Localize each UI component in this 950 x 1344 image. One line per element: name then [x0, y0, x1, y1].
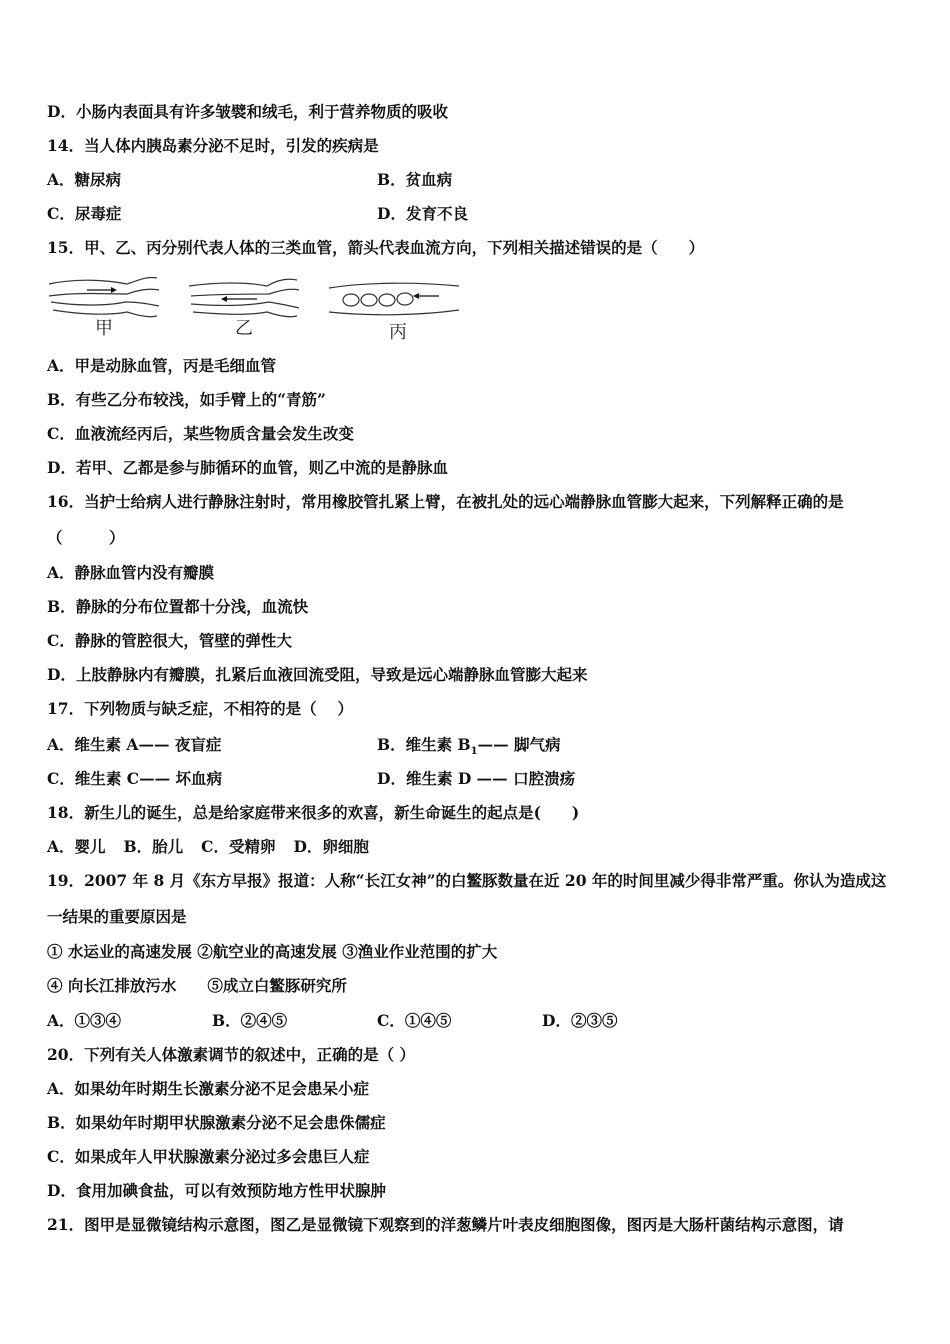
- q18-stem: 18．新生儿的诞生，总是给家庭带来很多的欢喜，新生命诞生的起点是( ): [47, 803, 580, 822]
- vessel-jia: [49, 277, 159, 316]
- q16-stem: 16．当护士给病人进行静脉注射时，常用橡胶管扎紧上臂，在被扎处的远心端静脉血管膨大起来，下列解释正确的是: [47, 492, 844, 511]
- q17-option-c: C．维生素 C—— 坏血病: [47, 769, 222, 788]
- q17-option-d: D．维生素 D —— 口腔溃疡: [377, 769, 576, 788]
- q14-stem: 14．当人体内胰岛素分泌不足时，引发的疾病是: [47, 136, 379, 155]
- q21-stem: 21．图甲是显微镜结构示意图，图乙是显微镜下观察到的洋葱鳞片叶表皮细胞图像，图丙是大肠杆菌结构示意图，请: [47, 1215, 844, 1234]
- q14-option-b: B．贫血病: [377, 170, 453, 189]
- q20-stem: 20．下列有关人体激素调节的叙述中，正确的是（ ）: [47, 1045, 415, 1064]
- q19-option-c: C．①④⑤: [377, 1011, 452, 1030]
- q16-option-d: D．上肢静脉内有瓣膜，扎紧后血液回流受阻，导致是远心端静脉血管膨大起来: [47, 665, 588, 684]
- q14-option-d: D．发育不良: [377, 204, 468, 223]
- q18-option-d: D．卵细胞: [293, 837, 369, 856]
- q17-option-b-suffix: —— 脚气病: [477, 735, 561, 754]
- q16-option-a: A．静脉血管内没有瓣膜: [47, 563, 215, 582]
- q19-statements-2: ④ 向长江排放污水 ⑤成立白鳘豚研究所: [47, 976, 347, 995]
- q18-option-c: C．受精卵: [201, 837, 276, 856]
- q20-option-a: A．如果幼年时期生长激素分泌不足会患呆小症: [47, 1079, 370, 1098]
- blood-vessels-diagram: [47, 272, 467, 344]
- q16-blank: （ ）: [47, 528, 125, 547]
- q16-option-b: B．静脉的分布位置都十分浅，血流快: [47, 597, 309, 616]
- label-jia: 甲: [95, 318, 113, 339]
- blood-vessels-figure: [47, 272, 467, 344]
- q19-statements-1: ① 水运业的高速发展 ②航空业的高速发展 ③渔业作业范围的扩大: [47, 942, 498, 961]
- vessel-bing: [329, 283, 459, 315]
- q19-stem-cont: 一结果的重要原因是: [47, 907, 187, 926]
- q16-option-c: C．静脉的管腔很大，管壁的弹性大: [47, 631, 292, 650]
- q15-option-a: A．甲是动脉血管，丙是毛细血管: [47, 356, 277, 375]
- label-yi: 乙: [235, 318, 253, 339]
- q20-option-c: C．如果成年人甲状腺激素分泌过多会患巨人症: [47, 1147, 370, 1166]
- vessel-yi: [189, 279, 299, 317]
- q13-option-d: D．小肠内表面具有许多皱襞和绒毛，利于营养物质的吸收: [47, 102, 448, 121]
- q19-stem: 19．2007 年 8 月《东方早报》报道：人称“长江女神”的白鳘豚数量在近 20 年的时间里减少得非常严重。你认为造成这: [47, 871, 887, 890]
- q18-options: [47, 837, 387, 857]
- q15-option-b: B．有些乙分布较浅，如手臂上的“青筋”: [47, 390, 326, 409]
- q19-option-b: B．②④⑤: [212, 1011, 288, 1030]
- q14-option-a: A．糖尿病: [47, 170, 122, 189]
- q15-option-d: D．若甲、乙都是参与肺循环的血管，则乙中流的是静脉血: [47, 458, 448, 477]
- q17-option-a: A．维生素 A—— 夜盲症: [47, 735, 222, 754]
- q15-option-c: C．血液流经丙后，某些物质含量会发生改变: [47, 424, 354, 443]
- q17-option-b-prefix: B．维生素 B: [377, 735, 471, 754]
- q20-option-d: D．食用加碘食盐，可以有效预防地方性甲状腺肿: [47, 1181, 386, 1200]
- q15-stem: 15．甲、乙、丙分别代表人体的三类血管，箭头代表血流方向，下列相关描述错误的是（ ）: [47, 238, 705, 257]
- q18-option-b: B．胎儿: [123, 837, 184, 856]
- q19-option-d: D．②③⑤: [542, 1011, 618, 1030]
- q17-option-b-subscript: 1: [470, 746, 478, 758]
- label-bing: 丙: [389, 322, 407, 343]
- q17-stem: 17．下列物质与缺乏症，不相符的是（ ）: [47, 699, 353, 718]
- q14-option-c: C．尿毒症: [47, 204, 122, 223]
- q17-option-b: [377, 735, 560, 762]
- q20-option-b: B．如果幼年时期甲状腺激素分泌不足会患侏儒症: [47, 1113, 386, 1132]
- q19-option-a: A．①③④: [47, 1011, 122, 1030]
- q18-option-a: A．婴儿: [47, 837, 106, 856]
